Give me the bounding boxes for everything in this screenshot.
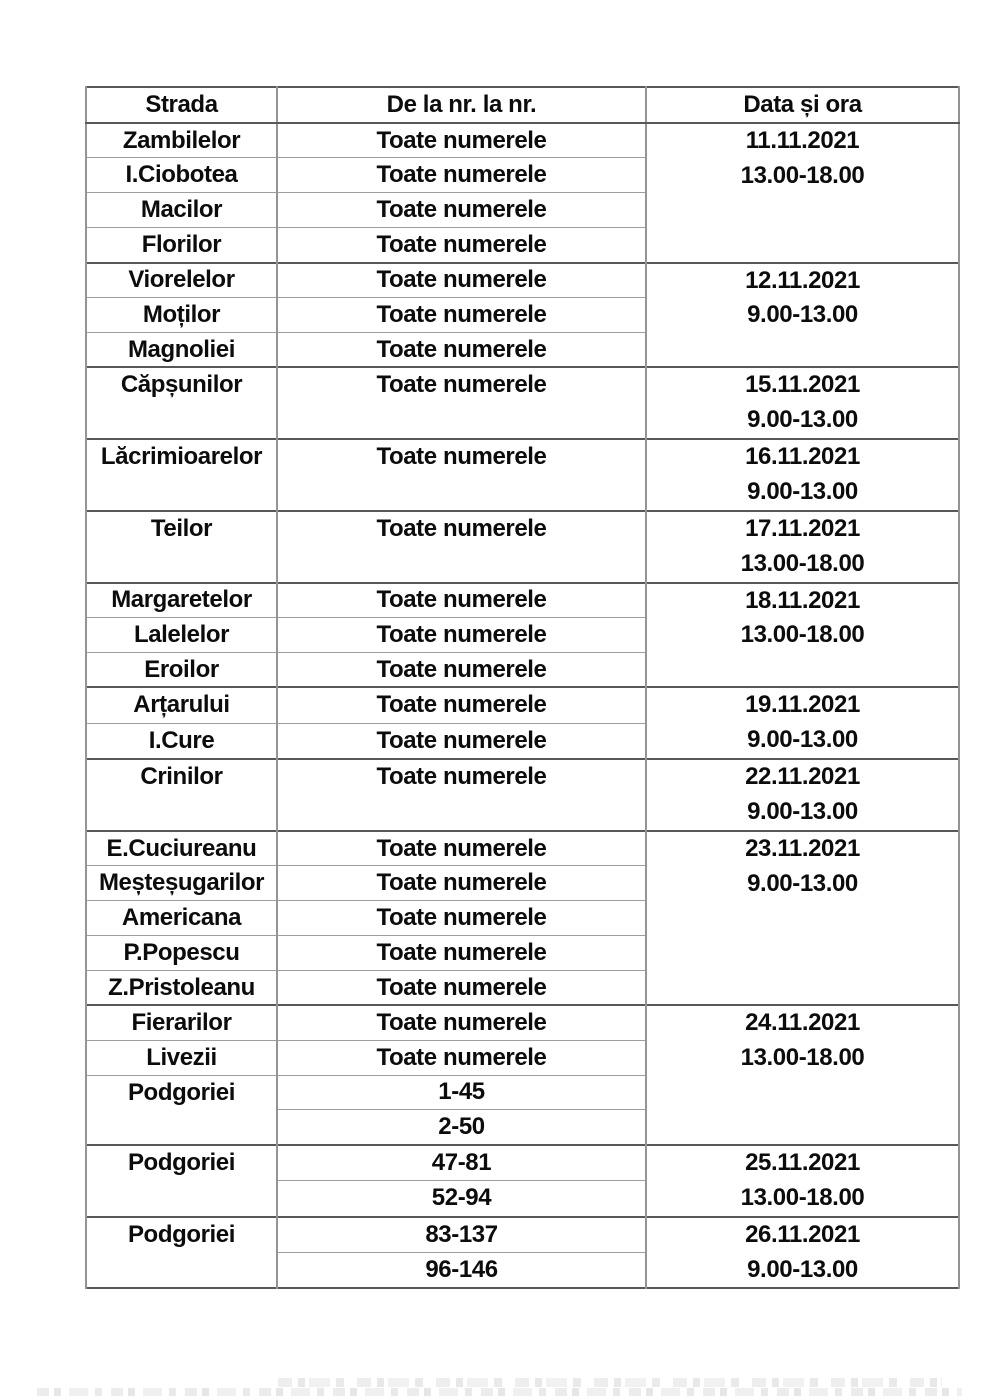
street-name: Podgoriei: [127, 1220, 236, 1248]
date-text: 23.11.2021: [745, 834, 860, 862]
street-cell: Z.Pristoleanu: [86, 970, 277, 1005]
date-cell: [646, 263, 959, 368]
street-cell: Americana: [86, 901, 277, 936]
table-row: [86, 583, 959, 618]
street-cell: I.Ciobotea: [86, 158, 277, 193]
street-cell: [86, 439, 277, 511]
table-body: [86, 123, 959, 1288]
street-cell: E.Cuciureanu: [86, 831, 277, 866]
street-name: Teilor: [150, 514, 213, 542]
numbers-cell: Toate numerele: [277, 228, 646, 263]
time-text: 9.00-13.00: [747, 477, 858, 505]
time-text: 9.00-13.00: [747, 869, 858, 897]
numbers-cell: 2-50: [277, 1110, 646, 1145]
street-cell: [86, 1075, 277, 1145]
table-row: [86, 687, 959, 723]
numbers-cell: 96-146: [277, 1253, 646, 1289]
date-cell: [646, 759, 959, 831]
street-cell: Moților: [86, 297, 277, 332]
numbers-cell: Toate numerele: [277, 970, 646, 1005]
street-cell: [86, 511, 277, 583]
numbers-text: Toate numerele: [376, 443, 547, 471]
date-text: 15.11.2021: [745, 371, 860, 399]
scan-artifact: [28, 1376, 962, 1400]
column-header-numbers: De la nr. la nr.: [277, 87, 646, 123]
numbers-cell: Toate numerele: [277, 583, 646, 618]
time-text: 13.00-18.00: [740, 161, 865, 189]
date-cell: [646, 687, 959, 759]
numbers-cell: [277, 367, 646, 439]
date-text: 12.11.2021: [745, 266, 860, 294]
table-row: [86, 1145, 959, 1181]
date-text: 22.11.2021: [745, 763, 860, 791]
column-header-strada: Strada: [86, 87, 277, 123]
numbers-cell: Toate numerele: [277, 123, 646, 158]
numbers-text: Toate numerele: [376, 514, 547, 542]
numbers-cell: Toate numerele: [277, 831, 646, 866]
numbers-cell: 52-94: [277, 1181, 646, 1217]
numbers-cell: 47-81: [277, 1145, 646, 1181]
date-text: 24.11.2021: [745, 1009, 860, 1037]
street-cell: Eroilor: [86, 652, 277, 687]
street-cell: Macilor: [86, 193, 277, 228]
numbers-cell: [277, 759, 646, 831]
date-text: 26.11.2021: [745, 1220, 860, 1248]
scan-artifact-line: [28, 1388, 962, 1396]
time-text: 13.00-18.00: [740, 549, 865, 577]
date-text: 19.11.2021: [745, 691, 860, 719]
date-cell: [646, 583, 959, 688]
street-cell: [86, 1217, 277, 1289]
numbers-cell: Toate numerele: [277, 935, 646, 970]
street-name: Lăcrimioarelor: [100, 443, 263, 471]
street-cell: [86, 759, 277, 831]
street-cell: I.Cure: [86, 723, 277, 759]
date-cell: [646, 1217, 959, 1289]
numbers-cell: Toate numerele: [277, 332, 646, 367]
table-row: [86, 511, 959, 583]
numbers-cell: [277, 439, 646, 511]
numbers-text: Toate numerele: [376, 763, 547, 791]
numbers-cell: 1-45: [277, 1075, 646, 1110]
column-header-date: Data și ora: [646, 87, 959, 123]
table-row: [86, 1217, 959, 1253]
numbers-cell: [277, 511, 646, 583]
street-name: Crinilor: [140, 763, 223, 791]
date-cell: [646, 367, 959, 439]
street-cell: Fierarilor: [86, 1005, 277, 1040]
date-cell: [646, 831, 959, 1005]
table-row: [86, 439, 959, 511]
street-cell: Margaretelor: [86, 583, 277, 618]
numbers-cell: 83-137: [277, 1217, 646, 1253]
time-text: 9.00-13.00: [747, 301, 858, 329]
street-cell: Lalelelor: [86, 617, 277, 652]
time-text: 9.00-13.00: [747, 726, 858, 754]
numbers-cell: Toate numerele: [277, 1005, 646, 1040]
table-row: [86, 1005, 959, 1040]
street-cell: [86, 367, 277, 439]
date-cell: [646, 1145, 959, 1217]
street-name: Podgoriei: [127, 1148, 236, 1176]
numbers-cell: Toate numerele: [277, 866, 646, 901]
street-cell: Arțarului: [86, 687, 277, 723]
numbers-cell: Toate numerele: [277, 263, 646, 298]
street-cell: Florilor: [86, 228, 277, 263]
street-cell: Viorelelor: [86, 263, 277, 298]
table-row: [86, 367, 959, 439]
date-text: 16.11.2021: [745, 443, 860, 471]
street-cell: Zambilelor: [86, 123, 277, 158]
numbers-cell: Toate numerele: [277, 617, 646, 652]
scan-artifact-line: [278, 1378, 942, 1387]
street-cell: [86, 1145, 277, 1217]
date-cell: [646, 1005, 959, 1145]
time-text: 13.00-18.00: [740, 1183, 865, 1211]
date-text: 18.11.2021: [745, 586, 860, 614]
numbers-cell: Toate numerele: [277, 723, 646, 759]
table-row: [86, 123, 959, 158]
time-text: 9.00-13.00: [747, 797, 858, 825]
numbers-cell: Toate numerele: [277, 652, 646, 687]
numbers-cell: Toate numerele: [277, 193, 646, 228]
time-text: 9.00-13.00: [747, 406, 858, 434]
numbers-cell: Toate numerele: [277, 901, 646, 936]
street-cell: Magnoliei: [86, 332, 277, 367]
table-row: [86, 759, 959, 831]
date-text: 17.11.2021: [745, 514, 860, 542]
time-text: 9.00-13.00: [747, 1255, 858, 1283]
table-row: [86, 831, 959, 866]
numbers-cell: Toate numerele: [277, 297, 646, 332]
date-cell: [646, 511, 959, 583]
street-name: Podgoriei: [127, 1078, 236, 1106]
street-cell: Meșteșugarilor: [86, 866, 277, 901]
numbers-text: Toate numerele: [376, 371, 547, 399]
header-row: [86, 87, 959, 123]
street-cell: Livezii: [86, 1040, 277, 1075]
time-text: 13.00-18.00: [740, 1044, 865, 1072]
street-name: Căpșunilor: [120, 371, 243, 399]
date-cell: [646, 439, 959, 511]
street-cell: P.Popescu: [86, 935, 277, 970]
date-text: 11.11.2021: [745, 127, 860, 154]
numbers-cell: Toate numerele: [277, 687, 646, 723]
time-text: 13.00-18.00: [740, 621, 865, 649]
numbers-cell: Toate numerele: [277, 1040, 646, 1075]
numbers-cell: Toate numerele: [277, 158, 646, 193]
date-text: 25.11.2021: [745, 1148, 860, 1176]
schedule-table: [85, 86, 960, 1289]
table-row: [86, 263, 959, 298]
date-cell: [646, 123, 959, 263]
